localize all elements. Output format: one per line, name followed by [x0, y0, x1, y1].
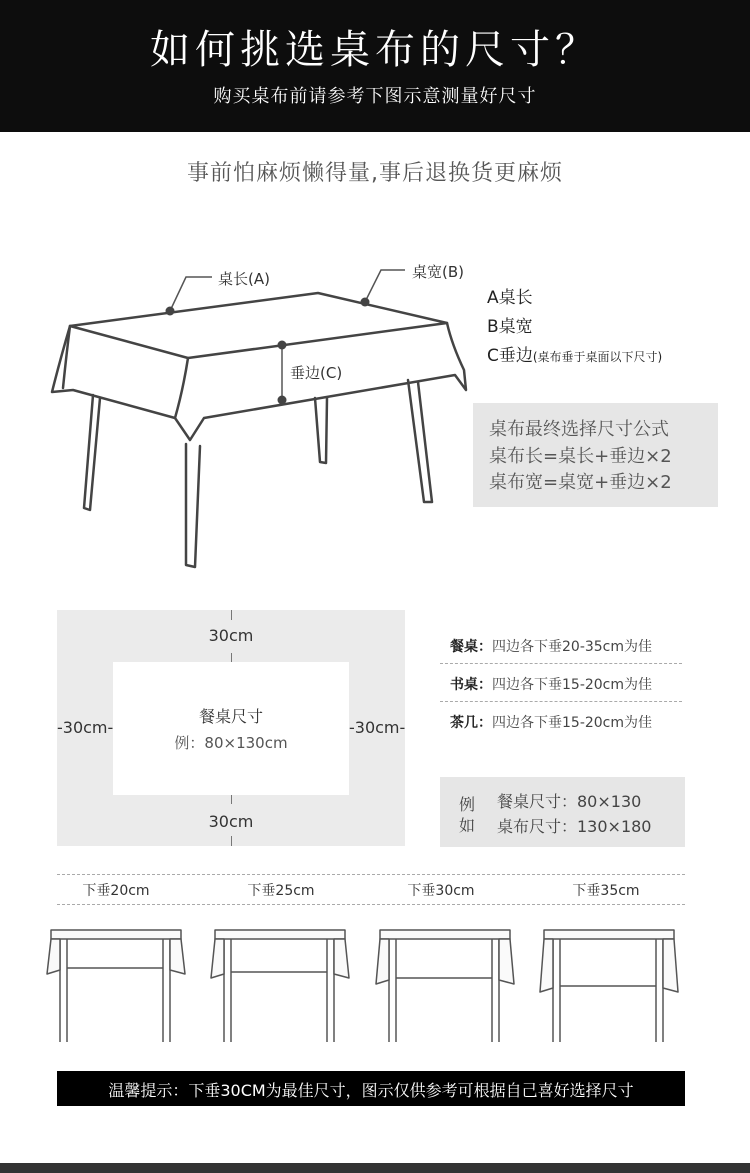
divider — [440, 701, 682, 702]
rule-dining — [450, 636, 652, 656]
legend-c-note: (桌布垂于桌面以下尺寸) — [532, 350, 663, 364]
marker-dot — [361, 298, 370, 307]
divider — [57, 874, 685, 875]
rule-name: 书桌： — [450, 677, 492, 693]
size-box-example: 例：80×130cm — [174, 734, 288, 752]
tip-banner — [57, 1071, 685, 1106]
size-box-title: 餐桌尺寸 — [198, 707, 263, 726]
example-box — [440, 777, 685, 847]
rule-text: 四边各下垂15-20cm为佳 — [492, 715, 653, 731]
mini-table-20cm — [47, 930, 185, 1042]
pointer-a — [170, 277, 212, 311]
tick-mark — [231, 653, 232, 662]
legend-c — [487, 341, 662, 366]
formula-width: 桌布宽=桌宽+垂边×2 — [489, 472, 672, 493]
bottom-bar — [0, 1163, 750, 1173]
marker-dot — [166, 307, 175, 316]
divider — [440, 663, 682, 664]
tablecloth-drape — [52, 323, 466, 440]
dim-top: 30cm — [208, 626, 254, 645]
label-table-width: 桌宽(B) — [412, 263, 464, 281]
rule-name: 茶几： — [450, 715, 492, 731]
formula-length: 桌布长=桌长+垂边×2 — [489, 446, 672, 467]
dim-bottom: 30cm — [208, 812, 254, 831]
tick-mark — [231, 795, 232, 804]
drop-label: 下垂30cm — [407, 883, 475, 899]
example-label-1: 例 — [459, 795, 476, 814]
drop-label: 下垂20cm — [82, 883, 150, 899]
example-label-2: 如 — [459, 816, 476, 835]
page-subtitle: 购买桌布前请参考下图示意测量好尺寸 — [213, 86, 537, 107]
label-drop: 垂边(C) — [290, 364, 343, 382]
formula-title: 桌布最终选择尺寸公式 — [489, 419, 669, 440]
drop-label: 下垂35cm — [572, 883, 640, 899]
rule-text: 四边各下垂15-20cm为佳 — [492, 677, 653, 693]
drop-label: 下垂25cm — [247, 883, 315, 899]
label-table-length: 桌长(A) — [218, 270, 270, 288]
pointer-b — [365, 270, 405, 302]
example-table-size: 餐桌尺寸：80×130 — [497, 792, 642, 811]
formula-box — [473, 403, 718, 507]
table-size-box — [113, 662, 349, 795]
marker-dot — [278, 396, 287, 405]
dim-left: -30cm- — [57, 718, 114, 737]
table-leg — [315, 398, 327, 463]
example-cloth-size: 桌布尺寸：130×180 — [497, 817, 652, 836]
marker-dot — [278, 341, 287, 350]
drop-tables-row — [0, 920, 750, 1050]
tabletop — [70, 293, 447, 358]
table-diagram — [0, 240, 470, 580]
tip-text: 温馨提示：下垂30CM为最佳尺寸，图示仅供参考可根据自己喜好选择尺寸 — [108, 1081, 634, 1100]
rule-text: 四边各下垂20-35cm为佳 — [492, 639, 653, 655]
table-leg — [84, 395, 100, 510]
tick-mark — [231, 836, 232, 846]
rule-coffee-table — [450, 712, 652, 732]
tablecloth-fold — [175, 358, 188, 418]
rule-name: 餐桌： — [450, 639, 492, 655]
legend-b: B桌宽 — [487, 317, 533, 337]
mini-table-30cm — [376, 930, 514, 1042]
tick-mark — [231, 610, 232, 620]
tagline: 事前怕麻烦懒得量,事后退换货更麻烦 — [187, 161, 563, 186]
legend-a: A桌长 — [487, 288, 533, 308]
rule-desk — [450, 674, 652, 694]
table-leg — [408, 380, 432, 502]
mini-table-35cm — [540, 930, 678, 1042]
table-leg — [186, 444, 200, 567]
legend-c-main: C垂边 — [487, 346, 533, 366]
dim-right: -30cm- — [349, 718, 406, 737]
page-title: 如何挑选桌布的尺寸？ — [150, 27, 600, 73]
divider — [57, 904, 685, 905]
mini-table-25cm — [211, 930, 349, 1042]
